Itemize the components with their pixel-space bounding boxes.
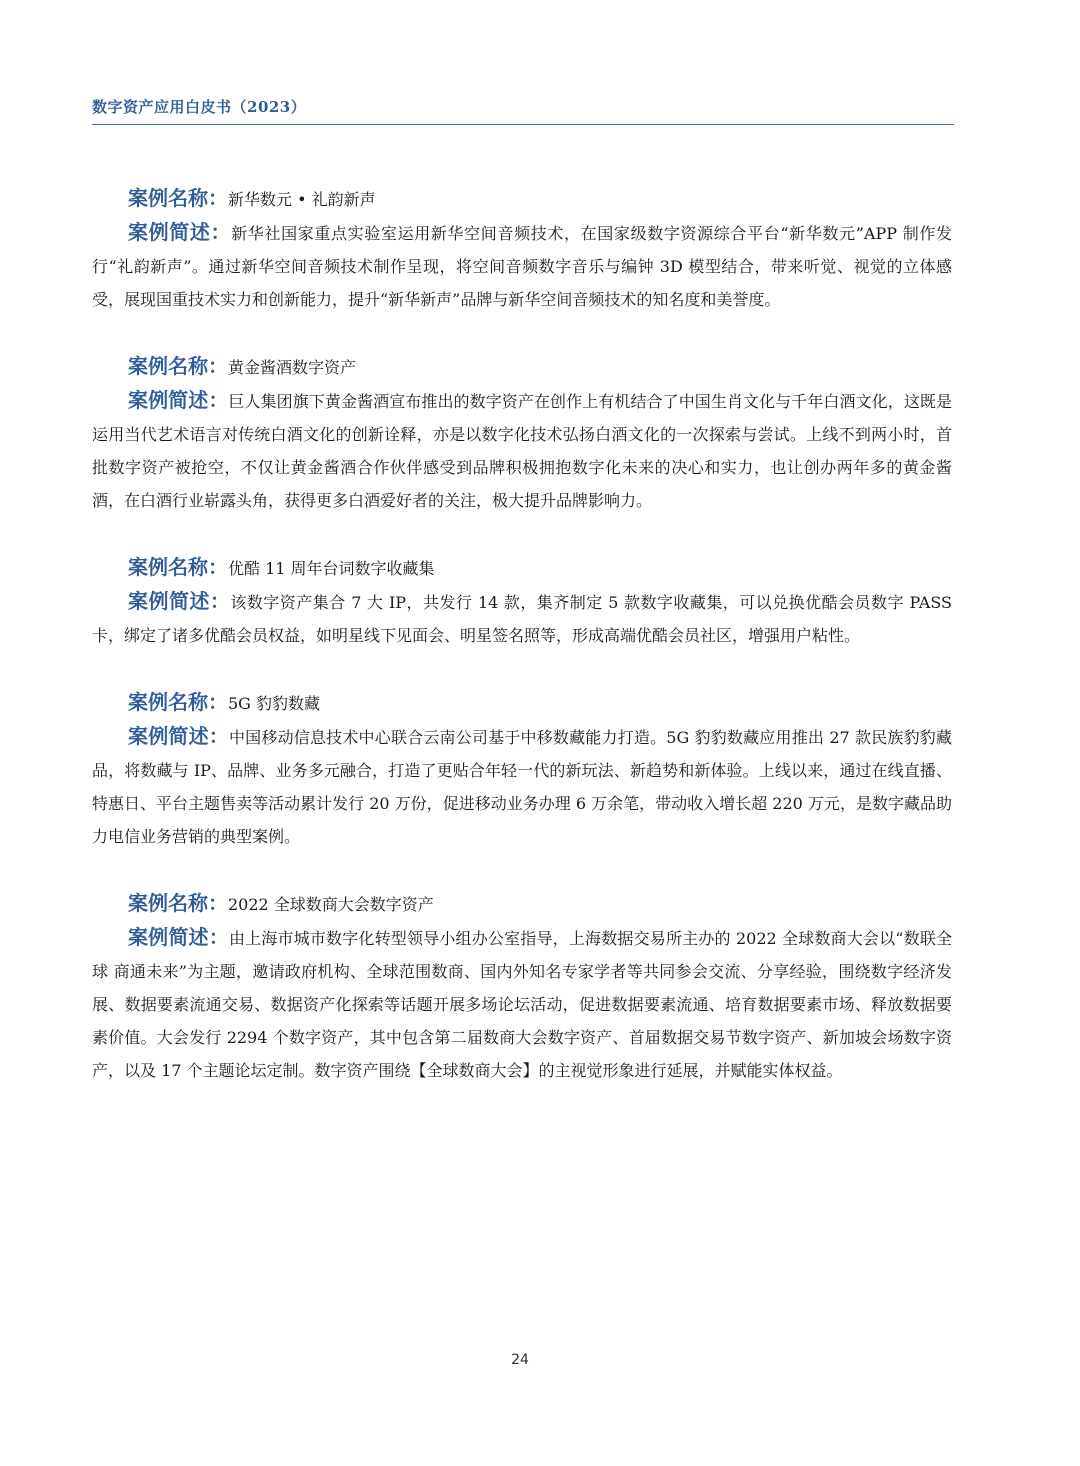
- case-item: [92, 182, 952, 316]
- page-number: 24: [511, 1352, 529, 1368]
- case-description: 新华社国家重点实验室运用新华空间音频技术，在国家级数字资源综合平台“新华数元”APP 制作发行“礼韵新声”。通过新华空间音频技术制作呈现，将空间音频数字音乐与编钟 3D 模型结合，带来听觉、视觉的立体感受，展现国重技术实力和创新能力，提升“新华新声”品牌与新华空间音频技术的知名度和美誉度。: [92, 224, 952, 309]
- case-description-row: [92, 585, 952, 652]
- case-desc-label: 案例简述：: [128, 724, 229, 748]
- case-desc-label: 案例简述：: [128, 220, 232, 244]
- case-item: [92, 686, 952, 853]
- case-name: 黄金酱酒数字资产: [228, 358, 357, 377]
- case-name: 5G 豹豹数藏: [228, 694, 321, 713]
- case-desc-label: 案例简述：: [128, 388, 229, 412]
- case-description: 该数字资产集合 7 大 IP，共发行 14 款，集齐制定 5 款数字收藏集，可以兑换优酷会员数字 PASS 卡，绑定了诸多优酷会员权益，如明星线下见面会、明星签名照等，形成高端优酷会员社区，增强用户粘性。: [92, 593, 952, 645]
- case-name-label: 案例名称：: [128, 354, 228, 378]
- case-description-row: [92, 216, 952, 316]
- case-name-row: [92, 686, 952, 720]
- case-item: [92, 551, 952, 652]
- case-name: 新华数元 • 礼韵新声: [228, 190, 376, 209]
- case-description: 由上海市城市数字化转型领导小组办公室指导，上海数据交易所主办的 2022 全球数商大会以“数联全球 商通未来”为主题，邀请政府机构、全球范围数商、国内外知名专家学者等共同参会交流、分享经验，围绕数字经济发展、数据要素流通交易、数据资产化探索等话题开展多场论坛活动，促进数据要素流通、培育数据要素市场、释放数据要素价值。大会发行 2294 个数字资产，其中包含第二届数商大会数字资产、首届数据交易节数字资产、新加坡会场数字资产，以及 17 个主题论坛定制。数字资产围绕【全球数商大会】的主视觉形象进行延展，并赋能实体权益。: [92, 929, 953, 1080]
- document-header-title: 数字资产应用白皮书（2023）: [92, 98, 307, 116]
- case-name-label: 案例名称：: [128, 690, 228, 714]
- case-description: 中国移动信息技术中心联合云南公司基于中移数藏能力打造。5G 豹豹数藏应用推出 27 款民族豹豹藏品，将数藏与 IP、品牌、业务多元融合，打造了更贴合年轻一代的新玩法、新趋势和新体验。上线以来，通过在线直播、特惠日、平台主题售卖等活动累计发行 20 万份，促进移动业务办理 6 万余笔，带动收入增长超 220 万元，是数字藏品助力电信业务营销的典型案例。: [92, 728, 952, 846]
- case-name: 优酷 11 周年台词数字收藏集: [228, 559, 435, 578]
- case-name: 2022 全球数商大会数字资产: [228, 895, 434, 914]
- header-divider: [92, 124, 954, 125]
- case-name-row: [92, 182, 952, 216]
- case-description-row: [92, 384, 952, 517]
- case-name-label: 案例名称：: [128, 891, 228, 915]
- case-description: 巨人集团旗下黄金酱酒宣布推出的数字资产在创作上有机结合了中国生肖文化与千年白酒文化，这既是运用当代艺术语言对传统白酒文化的创新诠释，亦是以数字化技术弘扬白酒文化的一次探索与尝试。上线不到两小时，首批数字资产被抢空，不仅让黄金酱酒合作伙伴感受到品牌积极拥抱数字化未来的决心和实力，也让创办两年多的黄金酱酒，在白酒行业崭露头角，获得更多白酒爱好者的关注，极大提升品牌影响力。: [92, 392, 953, 510]
- case-description-row: [92, 921, 952, 1087]
- case-name-label: 案例名称：: [128, 555, 228, 579]
- case-name-row: [92, 551, 952, 585]
- case-name-row: [92, 350, 952, 384]
- case-description-row: [92, 720, 952, 853]
- case-name-row: [92, 887, 952, 921]
- case-desc-label: 案例简述：: [128, 925, 229, 949]
- case-item: [92, 350, 952, 517]
- case-item: [92, 887, 952, 1087]
- case-name-label: 案例名称：: [128, 186, 228, 210]
- case-list: [92, 182, 952, 1121]
- case-desc-label: 案例简述：: [128, 589, 231, 613]
